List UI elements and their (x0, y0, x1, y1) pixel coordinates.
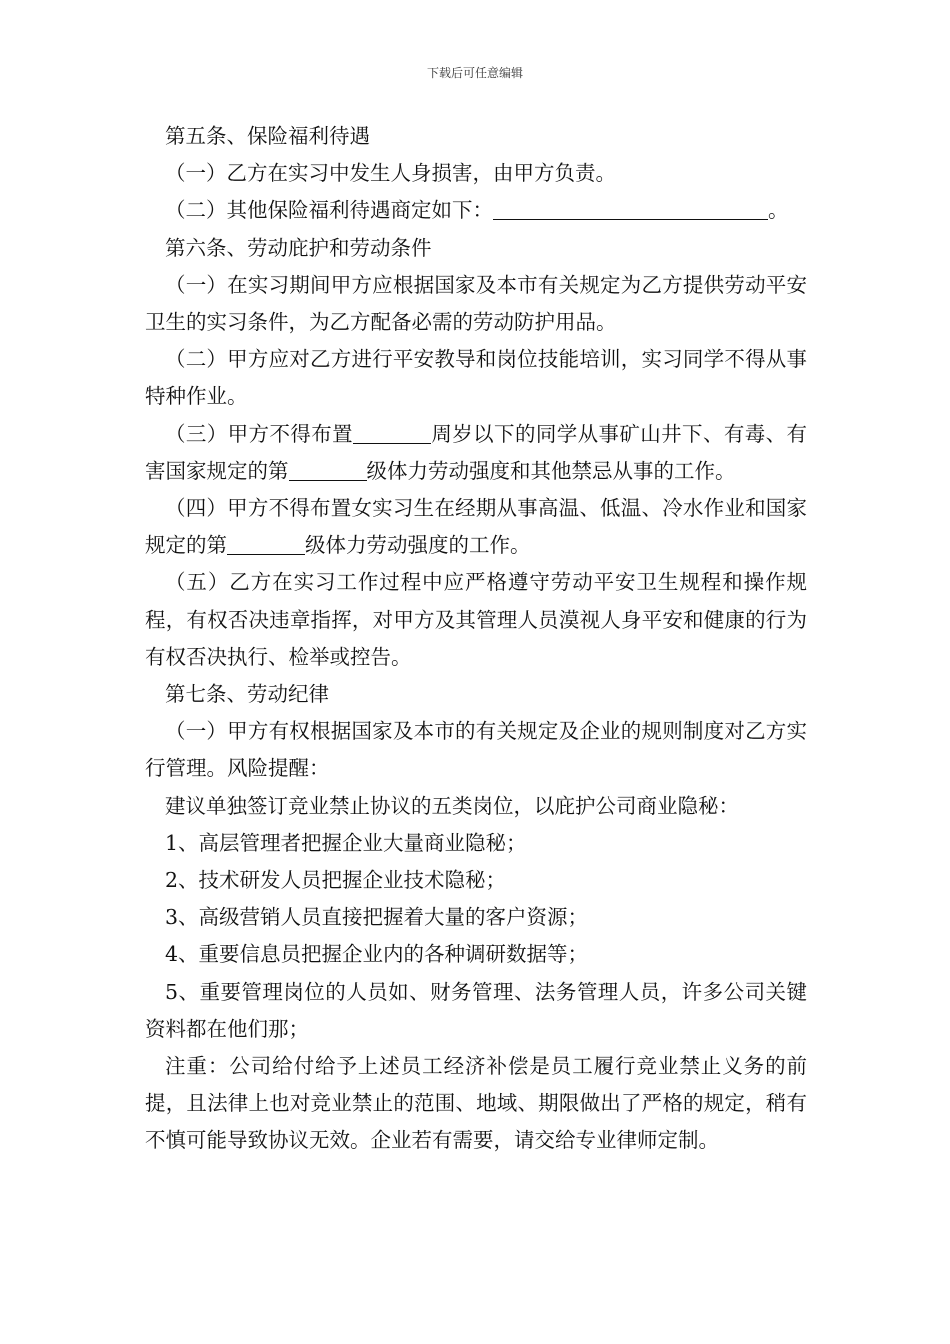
article-5-heading: 第五条、保险福利待遇 (165, 124, 370, 148)
fill-blank (227, 532, 305, 555)
article-6-clause-1: （一）在实习期间甲方应根据国家及本市有关规定为乙方提供劳动平安卫生的实习条件，为乙方配备必需的劳动防护用品。 (145, 272, 807, 335)
document-body (145, 118, 807, 1160)
article-5-clause-2 (145, 192, 807, 229)
fill-blank (493, 197, 768, 220)
risk-note-intro: 建议单独签订竞业禁止协议的五类岗位，以庇护公司商业隐秘： (165, 793, 739, 818)
clause-text: 周岁以下的同学从事矿山井下、有毒、有害国家规定的第 (145, 421, 807, 483)
page-header: 下载后可任意编辑 (426, 66, 523, 80)
risk-list-item: 3、高级营销人员直接把握着大量的客户资源； (165, 905, 589, 930)
article-6-clause-3 (145, 416, 807, 490)
risk-list-item: 2、技术研发人员把握企业技术隐秘； (165, 868, 507, 893)
article-6-clause-4 (145, 490, 807, 564)
fill-blank (353, 421, 431, 444)
article-6-heading: 第六条、劳动庇护和劳动条件 (165, 235, 432, 260)
article-5-clause-1: （一）乙方在实习中发生人身损害，由甲方负责。 (165, 161, 616, 186)
article-7-clause-1: （一）甲方有权根据国家及本市的有关规定及企业的规则制度对乙方实行管理。风险提醒： (145, 719, 807, 781)
article-6-clause-2: （二）甲方应对乙方进行平安教导和岗位技能培训，实习同学不得从事特种作业。 (145, 347, 807, 409)
clause-text: （四）甲方不得布置女实习生在经期从事高温、低温、冷水作业和国家规定的第 (145, 496, 807, 558)
article-6-clause-5: （五）乙方在实习工作过程中应严格遵守劳动平安卫生规程和操作规程，有权否决违章指挥，对甲方及其管理人员漠视人身平安和健康的行为有权否决执行、检举或控告。 (145, 570, 807, 669)
article-7-heading: 第七条、劳动纪律 (165, 682, 329, 707)
fill-blank (289, 458, 367, 481)
risk-list-item: 1、高层管理者把握企业大量商业隐秘； (165, 830, 527, 855)
clause-text: （三）甲方不得布置 (165, 421, 353, 446)
clause-text: 级体力劳动强度和其他禁忌从事的工作。 (366, 458, 736, 483)
clause-text: 。 (768, 198, 789, 223)
risk-list-item: 4、重要信息员把握企业内的各种调研数据等； (165, 942, 589, 967)
attention-note: 注重：公司给付给予上述员工经济补偿是员工履行竞业禁止义务的前提，且法律上也对竞业禁止的范围、地域、期限做出了严格的规定，稍有不慎可能导致协议无效。企业若有需要，请交给专业律师定制。 (145, 1054, 807, 1153)
clause-text: 级体力劳动强度的工作。 (305, 533, 531, 558)
clause-text: （二）其他保险福利待遇商定如下： (165, 198, 493, 223)
risk-list-item: 5、重要管理岗位的人员如、财务管理、法务管理人员，许多公司关键资料都在他们那； (145, 979, 807, 1041)
